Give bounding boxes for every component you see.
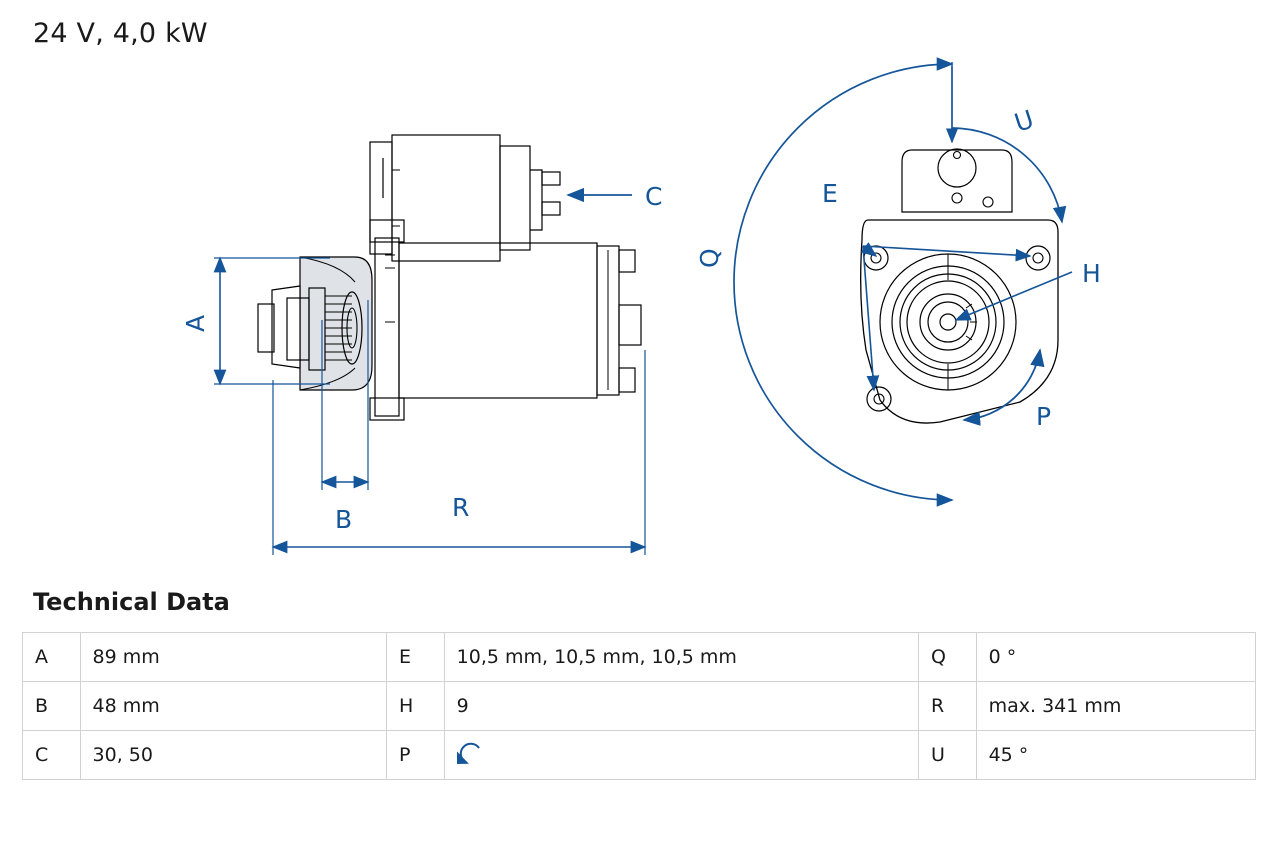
dimension-p: [964, 350, 1051, 431]
dimension-label-u: U: [1010, 104, 1038, 138]
row-value-r: max. 341 mm: [976, 682, 1255, 731]
row-key-e: E: [387, 633, 445, 682]
dimension-label-c: C: [645, 182, 663, 211]
dimension-h: [956, 259, 1101, 320]
row-key-b: B: [23, 682, 81, 731]
front-view-group: [695, 62, 1101, 500]
row-key-a: A: [23, 633, 81, 682]
row-value-e: 10,5 mm, 10,5 mm, 10,5 mm: [444, 633, 918, 682]
top-mounting-boss: [902, 149, 1012, 212]
dimension-q: [695, 64, 952, 500]
dimension-label-b: B: [335, 505, 353, 534]
row-key-p: P: [387, 731, 445, 780]
row-key-h: H: [387, 682, 445, 731]
row-key-c: C: [23, 731, 81, 780]
row-value-h: 9: [444, 682, 918, 731]
rotation-direction-icon: [457, 742, 489, 768]
technical-data-heading: Technical Data: [33, 588, 230, 616]
dimension-label-a: A: [181, 314, 210, 332]
row-value-b: 48 mm: [80, 682, 387, 731]
side-view-group: [181, 135, 662, 555]
dimension-label-q: Q: [695, 248, 724, 268]
page-title: 24 V, 4,0 kW: [33, 18, 208, 49]
row-value-c: 30, 50: [80, 731, 387, 780]
table-row: [23, 682, 1256, 731]
drive-end-pinion: [258, 257, 372, 390]
dimension-c: [568, 182, 662, 211]
row-value-q: 0 °: [976, 633, 1255, 682]
dimension-u: [952, 62, 1062, 222]
flange-body: [861, 220, 1058, 423]
table-row: [23, 731, 1256, 780]
row-value-p: [444, 731, 918, 780]
row-value-u: 45 °: [976, 731, 1255, 780]
row-key-u: U: [918, 731, 976, 780]
dimension-label-r: R: [452, 493, 470, 522]
dimension-label-e: E: [822, 179, 838, 208]
row-value-a: 89 mm: [80, 633, 387, 682]
row-key-q: Q: [918, 633, 976, 682]
starter-motor-technical-drawing: [0, 50, 1280, 570]
row-key-r: R: [918, 682, 976, 731]
dimension-e: [822, 179, 1030, 390]
table-row: [23, 633, 1256, 682]
dimension-label-h: H: [1082, 259, 1101, 288]
dimension-label-p: P: [1036, 402, 1052, 431]
technical-data-table: [22, 632, 1256, 780]
